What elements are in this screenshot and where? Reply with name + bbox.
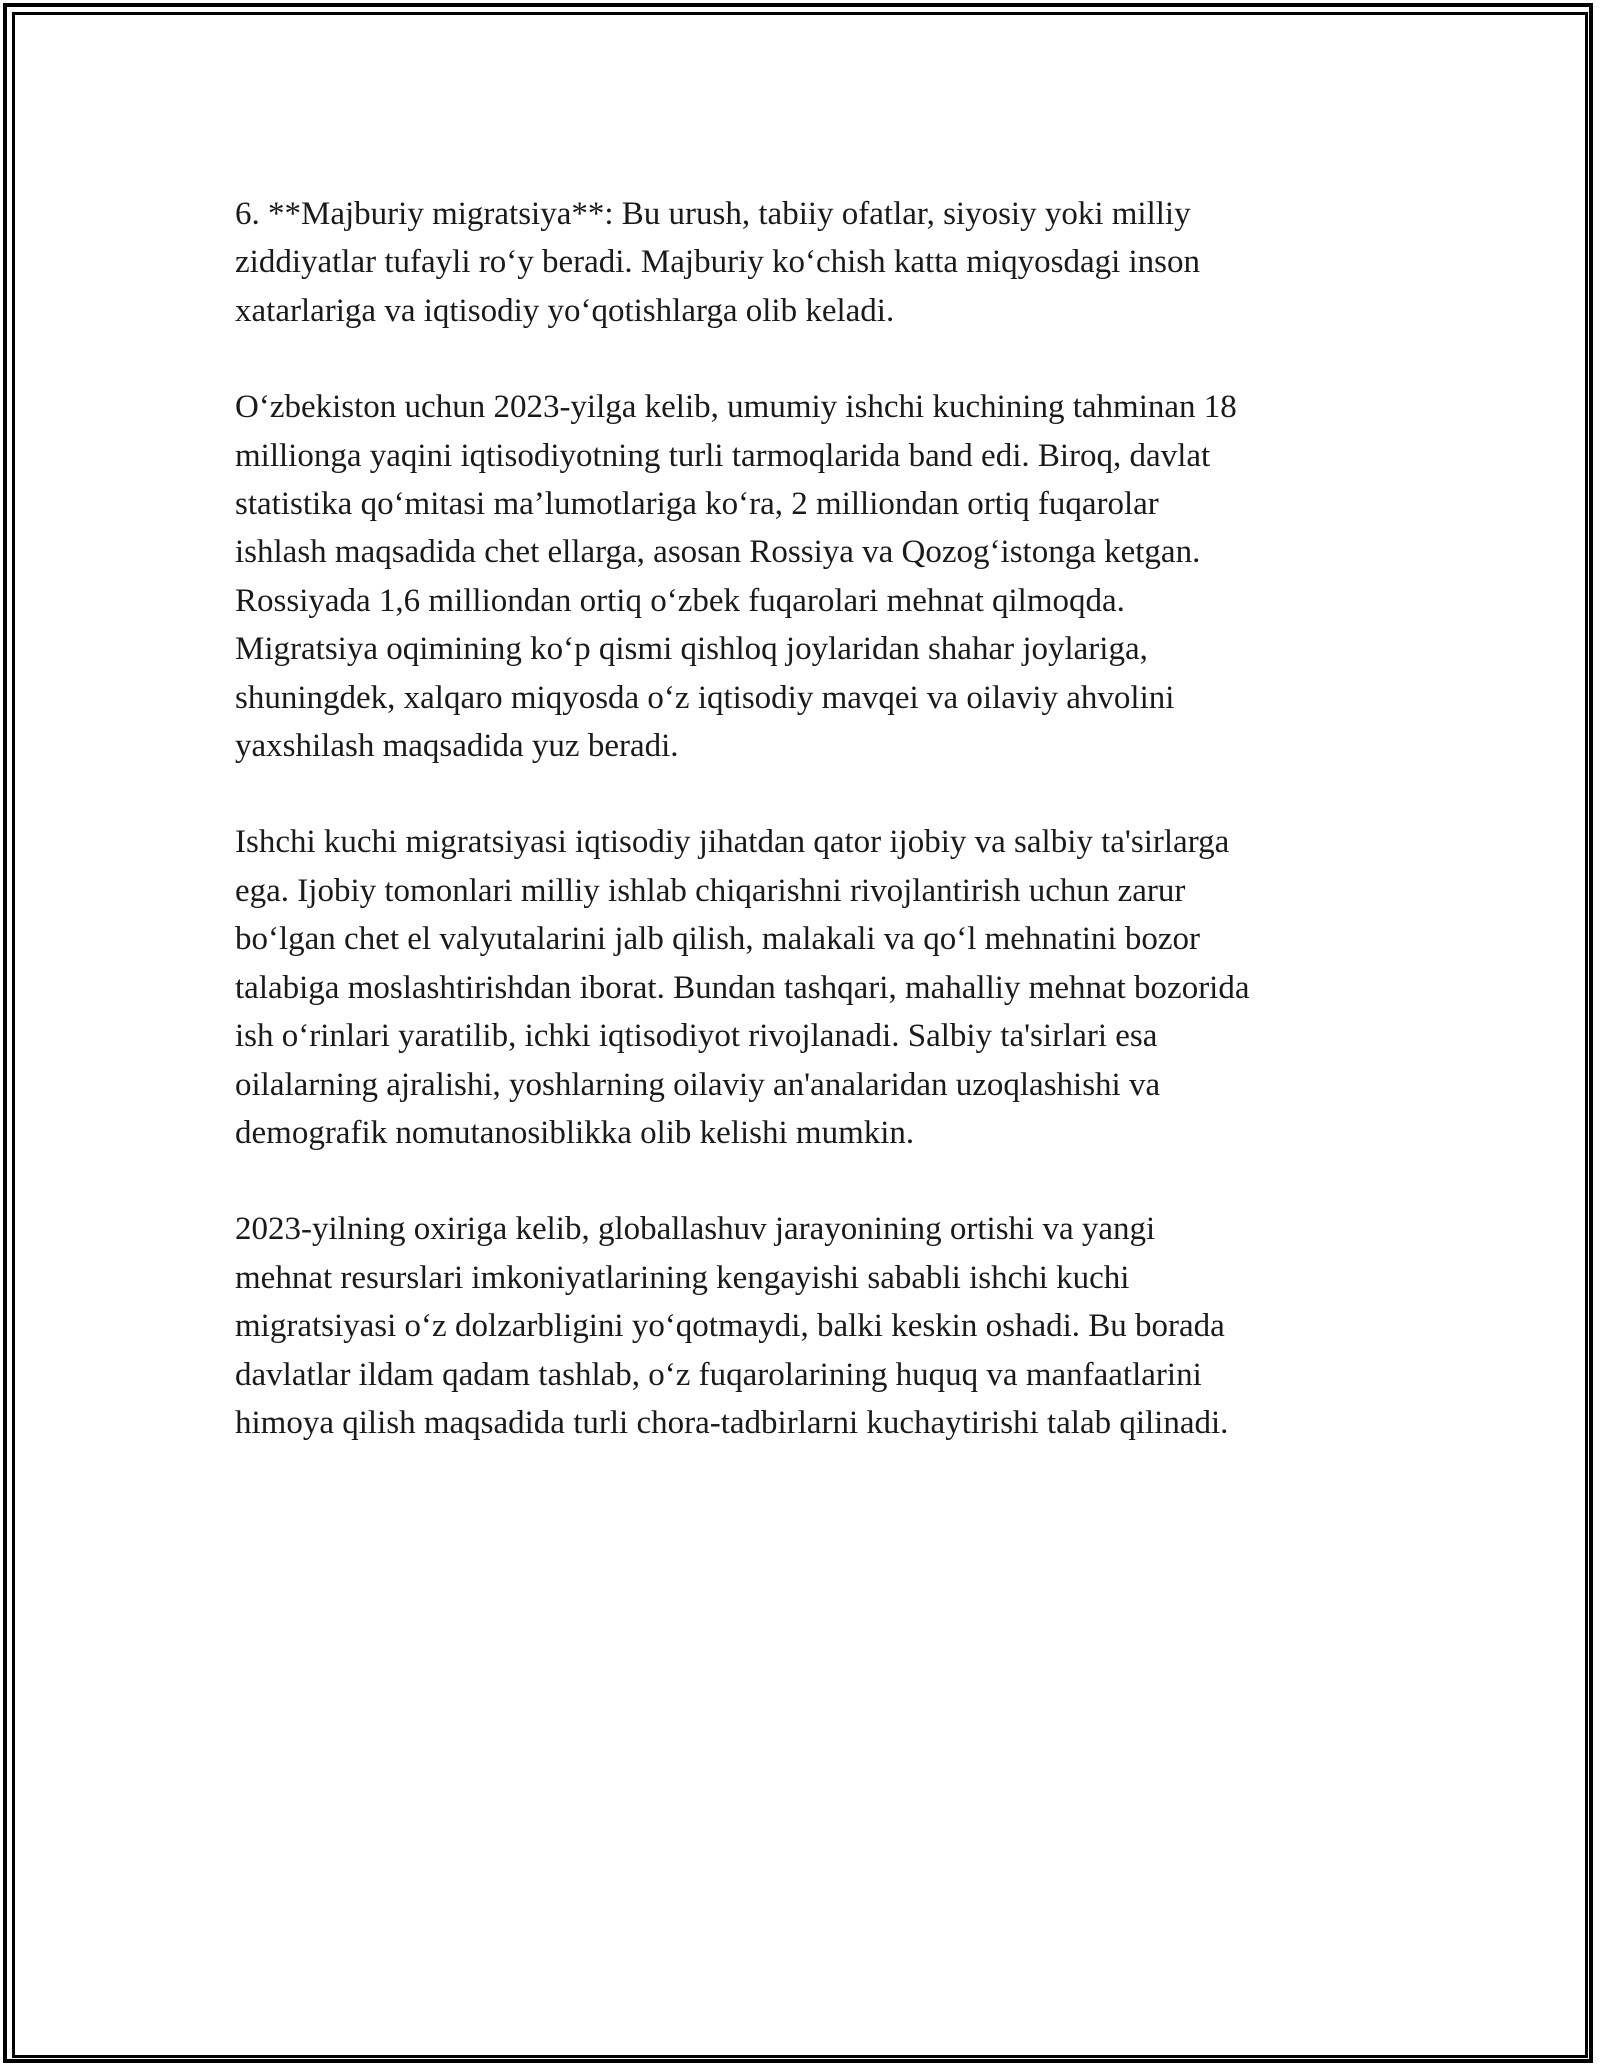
text-line: statistika qo‘mitasi ma’lumotlariga ko‘ra, 2 milliondan ortiq fuqarolar xyxy=(235,486,1159,523)
text-line: 6. **Majburiy migratsiya**: Bu urush, tabiiy ofatlar, siyosiy yoki milliy xyxy=(235,196,1191,232)
text-line: talabiga moslashtirishdan iborat. Bundan tashqari, mahalliy mehnat bozorida xyxy=(235,969,1250,1006)
text-line: Ishchi kuchi migratsiyasi iqtisodiy jihatdan qator ijobiy va salbiy ta'sirlarga xyxy=(235,824,1230,861)
paragraph-forced-migration xyxy=(235,190,1375,335)
text-line: demografik nomutanosiblikka olib kelishi mumkin. xyxy=(235,1114,915,1151)
text-line: davlatlar ildam qadam tashlab, o‘z fuqarolarining huquq va manfaatlarini xyxy=(235,1356,1202,1393)
text-line: yaxshilash maqsadida yuz beradi. xyxy=(235,728,679,765)
text-line: himoya qilish maqsadida turli chora-tadbirlarni kuchaytirishi talab qilinadi. xyxy=(235,1404,1229,1441)
text-line: ega. Ijobiy tomonlari milliy ishlab chiqarishni rivojlantirish uchun zarur xyxy=(235,872,1186,909)
text-line: xatarlariga va iqtisodiy yo‘qotishlarga olib keladi. xyxy=(235,292,895,329)
paragraph-migration-effects xyxy=(235,818,1375,1157)
text-line: ishlash maqsadida chet ellarga, asosan Rossiya va Qozog‘istonga ketgan. xyxy=(235,534,1201,571)
text-line: millionga yaqini iqtisodiyotning turli tarmoqlarida band edi. Biroq, davlat xyxy=(235,437,1211,474)
document-body xyxy=(235,190,1375,1495)
paragraph-uzbekistan-2023 xyxy=(235,383,1375,770)
text-line: Rossiyada 1,6 milliondan ortiq o‘zbek fuqarolari mehnat qilmoqda. xyxy=(235,582,1125,619)
text-line: ish o‘rinlari yaratilib, ichki iqtisodiyot rivojlanadi. Salbiy ta'sirlari esa xyxy=(235,1018,1158,1055)
text-line: 2023-yilning oxiriga kelib, globallashuv jarayonining ortishi va yangi xyxy=(235,1211,1156,1248)
text-line: Migratsiya oqimining ko‘p qismi qishloq joylaridan shahar joylariga, xyxy=(235,631,1148,668)
text-line: migratsiyasi o‘z dolzarbligini yo‘qotmaydi, balki keskin oshadi. Bu borada xyxy=(235,1308,1225,1345)
text-line: O‘zbekiston uchun 2023-yilga kelib, umumiy ishchi kuchining tahminan 18 xyxy=(235,389,1237,426)
text-line: bo‘lgan chet el valyutalarini jalb qilish, malakali va qo‘l mehnatini bozor xyxy=(235,921,1200,958)
text-line: ziddiyatlar tufayli ro‘y beradi. Majburiy ko‘chish katta miqyosdagi inson xyxy=(235,244,1201,281)
paragraph-globalization-outlook xyxy=(235,1205,1375,1447)
text-line: mehnat resurslari imkoniyatlarining kengayishi sababli ishchi kuchi xyxy=(235,1259,1130,1296)
text-line: shuningdek, xalqaro miqyosda o‘z iqtisodiy mavqei va oilaviy ahvolini xyxy=(235,679,1175,716)
text-line: oilalarning ajralishi, yoshlarning oilaviy an'analaridan uzoqlashishi va xyxy=(235,1066,1161,1103)
